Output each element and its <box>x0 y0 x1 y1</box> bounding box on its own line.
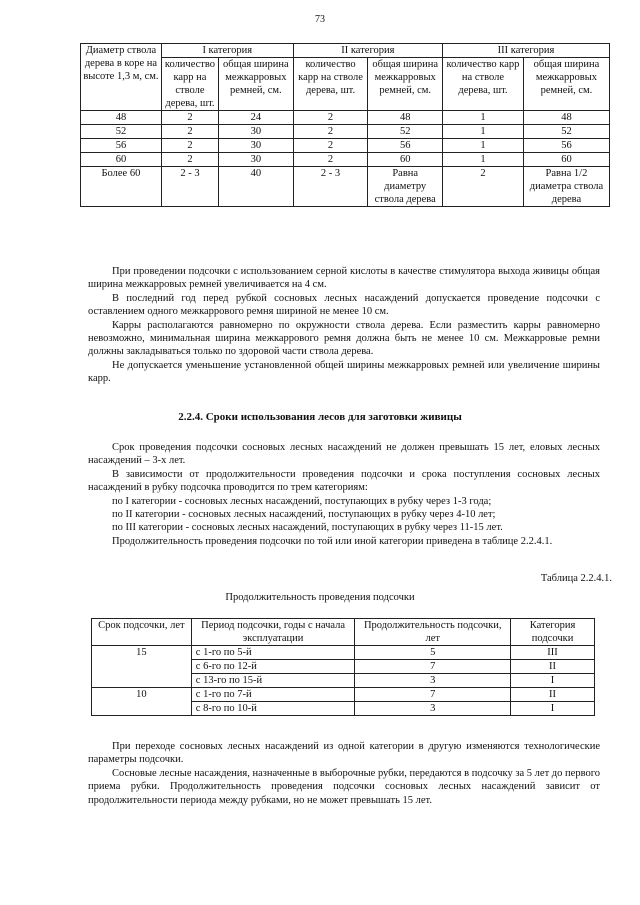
paragraph-block-2 <box>88 441 600 548</box>
page-number: 73 <box>315 14 325 25</box>
table-cell: 7 <box>355 688 511 702</box>
table-cell: 56 <box>81 139 162 153</box>
table-cell: с 1-го по 7-й <box>191 688 355 702</box>
header-category-3: III категория <box>443 44 610 58</box>
duration-table <box>91 618 595 716</box>
table-row <box>81 139 610 153</box>
table-cell: 30 <box>219 125 294 139</box>
table-row <box>92 646 595 660</box>
table-row <box>92 688 595 702</box>
table-cell: Равна 1/2 диаметра ствола дерева <box>523 167 609 207</box>
table-cell: 1 <box>443 139 524 153</box>
table-cell: 52 <box>523 125 609 139</box>
table-cell: 2 <box>161 153 218 167</box>
table-cell: 2 <box>161 111 218 125</box>
table-cell: 52 <box>368 125 443 139</box>
table-cell: 2 <box>161 139 218 153</box>
table-cell: 3 <box>355 674 511 688</box>
table-cell: 1 <box>443 125 524 139</box>
table-cell: 1 <box>443 111 524 125</box>
table-cell: 40 <box>219 167 294 207</box>
table-cell: 2 <box>293 111 368 125</box>
header-category-1: I категория <box>161 44 293 58</box>
table-cell: 60 <box>368 153 443 167</box>
table-cell: 5 <box>355 646 511 660</box>
term-cell: 10 <box>92 688 192 716</box>
table-caption: Продолжительность проведения подсочки <box>225 592 415 603</box>
table-cell: 60 <box>523 153 609 167</box>
subheader-cell: количество карр на стволе дерева, шт. <box>293 58 368 111</box>
paragraph: При переходе сосновых лесных насаждений из одной категории в другую изменяются технологические параметры подсочки. <box>88 741 600 766</box>
header-term: Срок подсочки, лет <box>92 619 192 646</box>
subheader-cell: количество карр на стволе дерева, шт. <box>161 58 218 111</box>
paragraph: по I категории - сосновых лесных насаждений, поступающих в рубку через 1-3 года; <box>112 495 492 507</box>
table-header-row <box>92 619 595 646</box>
table-cell: Равна диаметру ствола дерева <box>368 167 443 207</box>
table-row <box>81 167 610 207</box>
table-cell: 56 <box>523 139 609 153</box>
table-cell: 2 - 3 <box>161 167 218 207</box>
table-cell: 30 <box>219 153 294 167</box>
table-row <box>81 153 610 167</box>
table-cell: 30 <box>219 139 294 153</box>
paragraph: Не допускается уменьшение установленной общей ширины межкарровых ремней или увеличение ширины карр. <box>88 359 600 385</box>
paragraph: В последний год перед рубкой сосновых лесных насаждений допускается проведение подсочки с оставлением одного межкаррового ремня шириной не менее 10 см. <box>88 292 600 318</box>
paragraph: В зависимости от продолжительности проведения подсочки и срока поступления сосновых лесных насаждений в рубку подсочка проводится по трем категориям: <box>88 468 600 494</box>
header-duration: Продолжительность подсочки, лет <box>355 619 511 646</box>
subheader-cell: общая ширина межкарровых ремней, см. <box>523 58 609 111</box>
section-title: 2.2.4. Сроки использования лесов для заготовки живицы <box>178 411 462 423</box>
header-period: Период подсочки, годы с начала эксплуатации <box>191 619 355 646</box>
table-cell: 52 <box>81 125 162 139</box>
paragraph-block-3 <box>88 740 600 807</box>
table-cell: 2 <box>293 125 368 139</box>
table-cell: 48 <box>81 111 162 125</box>
paragraph: Срок проведения подсочки сосновых лесных насаждений не должен превышать 15 лет, еловых лесных насаждений – 3-х лет. <box>88 442 600 467</box>
table-cell: I <box>511 674 595 688</box>
table-row <box>81 111 610 125</box>
table-cell: 60 <box>81 153 162 167</box>
table-cell: III <box>511 646 595 660</box>
table-cell: 3 <box>355 702 511 716</box>
paragraph: по III категории - сосновых лесных насаждений, поступающих в рубку через 11-15 лет. <box>112 522 503 534</box>
table-cell: с 8-го по 10-й <box>191 702 355 716</box>
table-cell: 1 <box>443 153 524 167</box>
subheader-cell: количество карр на стволе дерева, шт. <box>443 58 524 111</box>
term-cell: 15 <box>92 646 192 688</box>
table-cell: с 13-го по 15-й <box>191 674 355 688</box>
table-cell: II <box>511 688 595 702</box>
table-cell: с 6-го по 12-й <box>191 660 355 674</box>
table-cell: I <box>511 702 595 716</box>
table-cell: 56 <box>368 139 443 153</box>
paragraph: Продолжительность проведения подсочки по той или иной категории приведена в таблице 2.2.4.1. <box>112 535 553 547</box>
subheader-cell: общая ширина межкарровых ремней, см. <box>219 58 294 111</box>
table-cell: 48 <box>523 111 609 125</box>
table-cell: 2 - 3 <box>293 167 368 207</box>
paragraph-block-1 <box>88 265 600 386</box>
table-cell: с 1-го по 5-й <box>191 646 355 660</box>
header-category: Категория подсочки <box>511 619 595 646</box>
header-diameter: Диаметр ствола дерева в коре на высоте 1,3 м, см. <box>81 44 162 111</box>
table-cell: 24 <box>219 111 294 125</box>
table-cell: 2 <box>161 125 218 139</box>
subheader-cell: общая ширина межкарровых ремней, см. <box>368 58 443 111</box>
paragraph: Карры располагаются равномерно по окружности ствола дерева. Если разместить карры равномерно невозможно, минимальная ширина межкаррового ремня должна быть не менее 10 см. Межкарровые ремни должны закладываться только по здоровой части ствола дерева. <box>88 319 600 358</box>
paragraph: по II категории - сосновых лесных насаждений, поступающих в рубку через 4-10 лет; <box>112 509 496 521</box>
paragraph: При проведении подсочки с использованием серной кислоты в качестве стимулятора выхода живицы общая ширина межкарровых ремней увеличивается на 4 см. <box>88 266 600 291</box>
table-cell: 7 <box>355 660 511 674</box>
table-cell: 2 <box>293 139 368 153</box>
table-header-row <box>81 44 610 58</box>
table-cell: II <box>511 660 595 674</box>
table-row <box>81 125 610 139</box>
paragraph: Сосновые лесные насаждения, назначенные в выборочные рубки, передаются в подсочку за 5 лет до первого приема рубки. Продолжительность проведения подсочки сосновых лесных насаждений зависит от продолжительности периода между рубками, но не может превышать 15 лет. <box>88 767 600 806</box>
header-category-2: II категория <box>293 44 442 58</box>
tapping-table <box>80 43 610 207</box>
table-cell: 2 <box>293 153 368 167</box>
table-cell: Более 60 <box>81 167 162 207</box>
table-cell: 2 <box>443 167 524 207</box>
table-cell: 48 <box>368 111 443 125</box>
table-label: Таблица 2.2.4.1. <box>540 573 612 584</box>
